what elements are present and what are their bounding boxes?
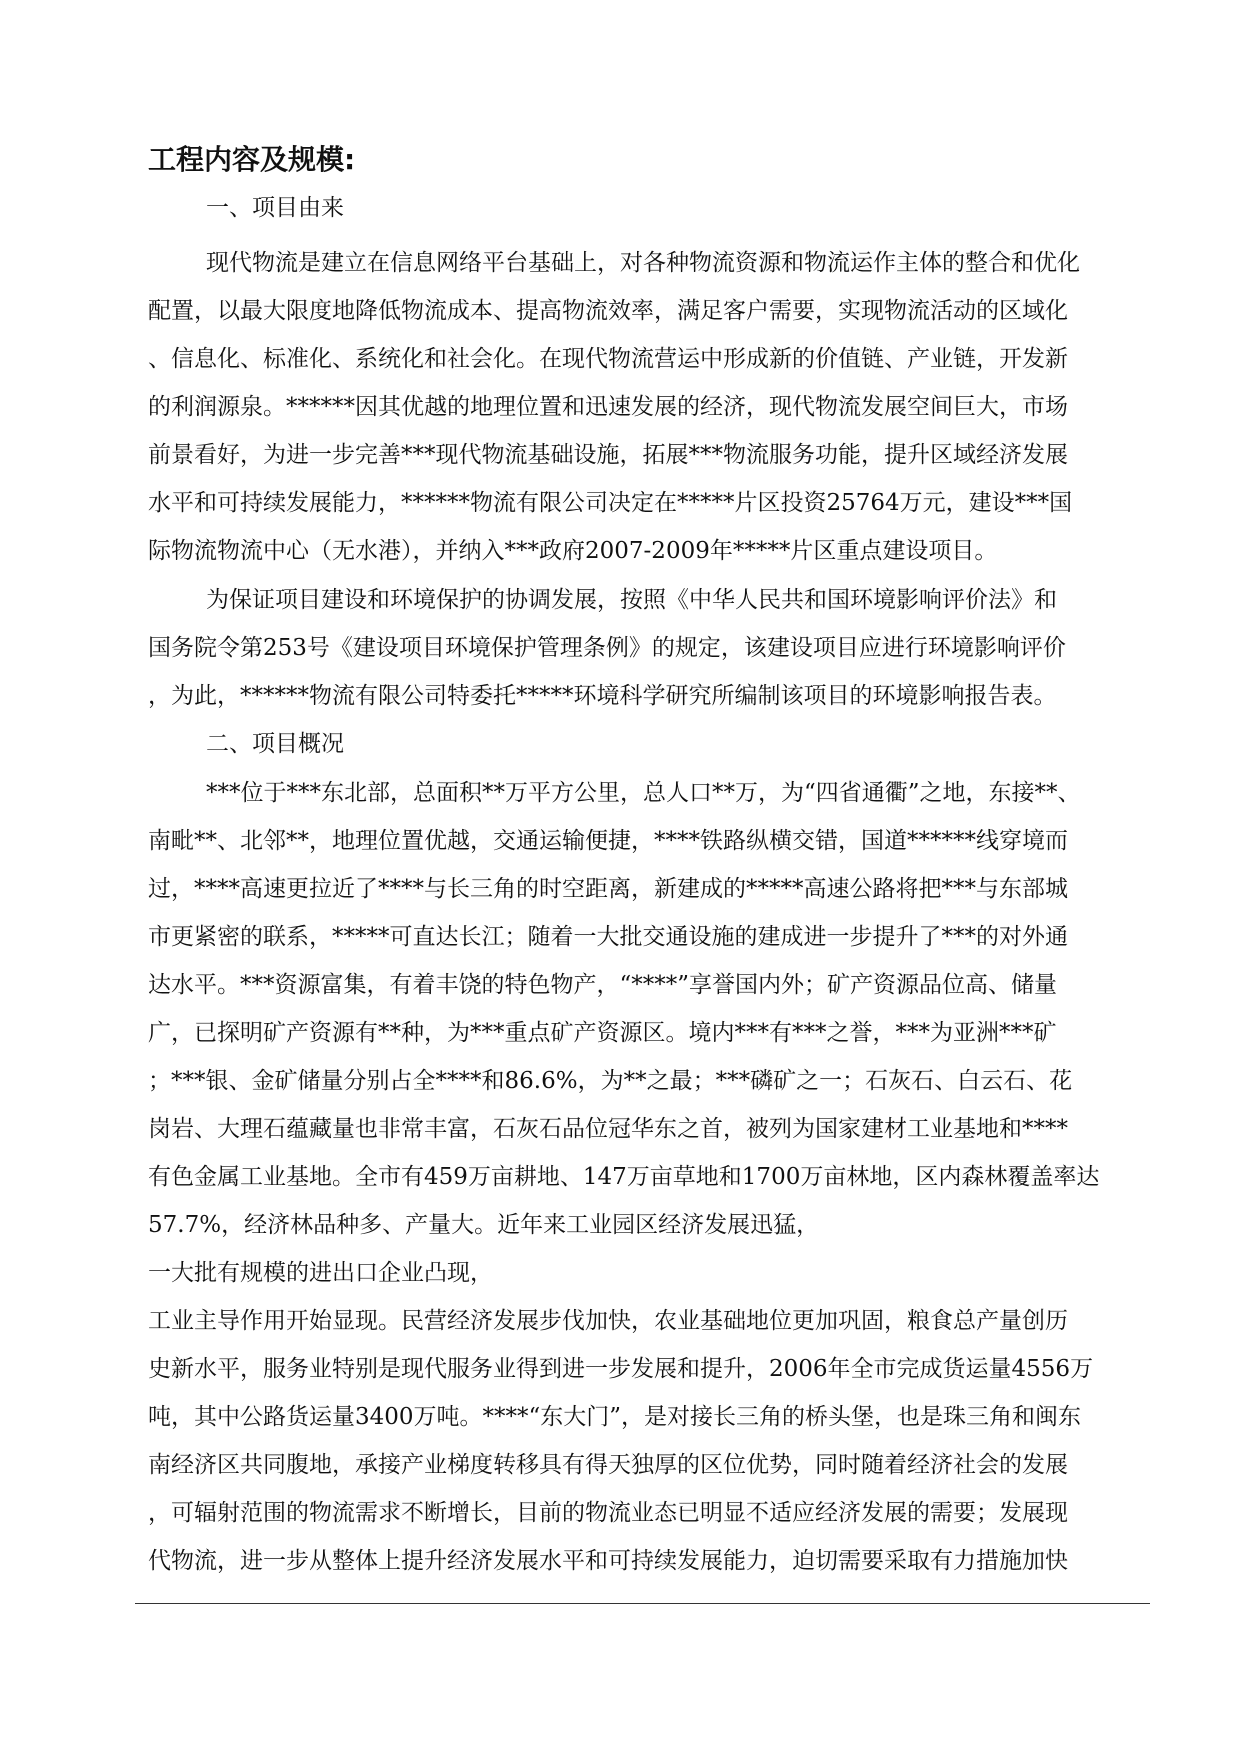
paragraph-line: 为保证项目建设和环境保护的协调发展，按照《中华人民共和国环境影响评价法》和	[206, 587, 1057, 613]
paragraph-line: 配置，以最大限度地降低物流成本、提高物流效率，满足客户需要，实现物流活动的区域化	[148, 298, 1068, 324]
paragraph-line: ，为此，******物流有限公司特委托*****环境科学研究所编制该项目的环境影响报告表。	[148, 683, 1057, 709]
paragraph-line: 际物流物流中心（无水港），并纳入***政府2007-2009年*****片区重点建设项目。	[148, 538, 998, 564]
paragraph-line: 57.7%，经济林品种多、产量大。近年来工业园区经济发展迅猛，	[148, 1212, 820, 1238]
section-heading: 二、项目概况	[206, 731, 344, 757]
paragraph-line: 前景看好，为进一步完善***现代物流基础设施，拓展***物流服务功能，提升区域经济发展	[148, 442, 1068, 468]
paragraph-line: 国务院令第253号《建设项目环境保护管理条例》的规定，该建设项目应进行环境影响评价	[148, 635, 1066, 661]
paragraph-line: 代物流，进一步从整体上提升经济发展水平和可持续发展能力，迫切需要采取有力措施加快	[148, 1548, 1068, 1574]
page-title: 工程内容及规模:	[148, 143, 356, 176]
paragraph-line: 一大批有规模的进出口企业凸现，	[148, 1260, 493, 1286]
paragraph-line: ，可辐射范围的物流需求不断增长，目前的物流业态已明显不适应经济发展的需要；发展现	[148, 1500, 1068, 1526]
paragraph-line: ；***银、金矿储量分别占全****和86.6%，为**之最；***磷矿之一；石灰石、白云石、花	[148, 1068, 1073, 1094]
paragraph-line: 市更紧密的联系，*****可直达长江；随着一大批交通设施的建成进一步提升了***的对外通	[148, 924, 1068, 950]
paragraph-line: 水平和可持续发展能力，******物流有限公司决定在*****片区投资25764万元，建设***国	[148, 490, 1073, 516]
footer-divider	[135, 1603, 1150, 1604]
paragraph-line: 广，已探明矿产资源有**种，为***重点矿产资源区。境内***有***之誉，***为亚洲***矿	[148, 1020, 1057, 1046]
paragraph-line: 现代物流是建立在信息网络平台基础上，对各种物流资源和物流运作主体的整合和优化	[206, 250, 1080, 276]
paragraph-line: 工业主导作用开始显现。民营经济发展步伐加快，农业基础地位更加巩固，粮食总产量创历	[148, 1308, 1068, 1334]
paragraph-line: 岗岩、大理石蕴藏量也非常丰富，石灰石品位冠华东之首，被列为国家建材工业基地和****	[148, 1116, 1068, 1142]
paragraph-line: 达水平。***资源富集，有着丰饶的特色物产，“****”享誉国内外；矿产资源品位高、储量	[148, 972, 1058, 998]
paragraph-line: 史新水平，服务业特别是现代服务业得到进一步发展和提升，2006年全市完成货运量4556万	[148, 1356, 1094, 1382]
paragraph-line: 有色金属工业基地。全市有459万亩耕地、147万亩草地和1700万亩林地，区内森林覆盖率达	[148, 1164, 1100, 1190]
paragraph-line: 的利润源泉。******因其优越的地理位置和迅速发展的经济，现代物流发展空间巨大，市场	[148, 394, 1068, 420]
section-heading: 一、项目由来	[206, 195, 344, 221]
paragraph-line: ***位于***东北部，总面积**万平方公里，总人口**万，为“四省通衢”之地，东接**、	[206, 780, 1081, 806]
paragraph-line: 南经济区共同腹地，承接产业梯度转移具有得天独厚的区位优势，同时随着经济社会的发展	[148, 1452, 1068, 1478]
paragraph-line: 、信息化、标准化、系统化和社会化。在现代物流营运中形成新的价值链、产业链，开发新	[148, 346, 1068, 372]
paragraph-line: 南毗**、北邻**，地理位置优越，交通运输便捷，****铁路纵横交错，国道******线穿境而	[148, 828, 1068, 854]
paragraph-line: 过，****高速更拉近了****与长三角的时空距离，新建成的*****高速公路将把***与东部城	[148, 876, 1068, 902]
paragraph-line: 吨，其中公路货运量3400万吨。****“东大门”，是对接长三角的桥头堡，也是珠三角和闽东	[148, 1404, 1082, 1430]
